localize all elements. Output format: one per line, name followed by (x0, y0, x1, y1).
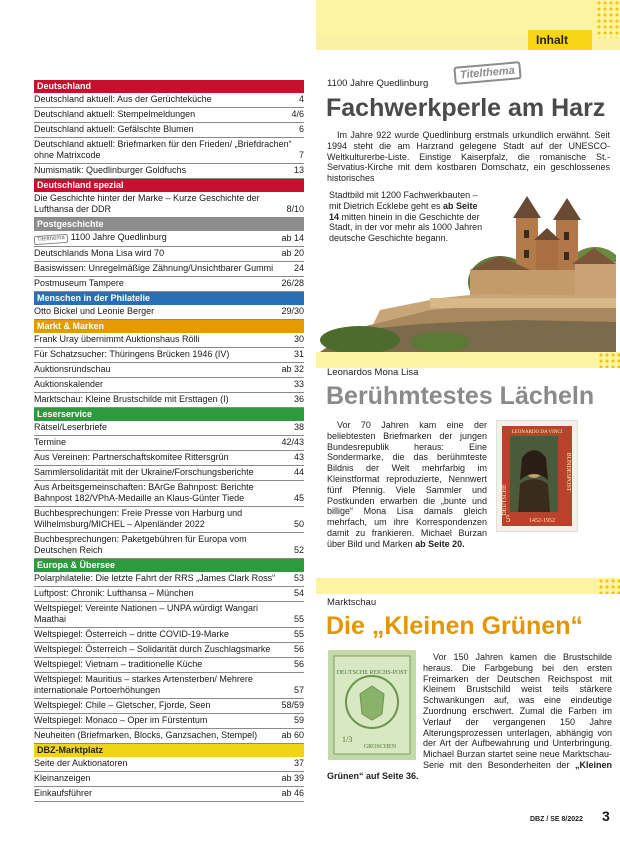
toc-row-title: Polarphilatelie: Die letzte Fahrt der RRS „James Clark Ross“ (34, 573, 276, 583)
toc-row[interactable] (34, 602, 304, 628)
toc-row[interactable] (34, 138, 304, 164)
toc-row-page: 26/28 (281, 278, 304, 288)
toc-row-title: Für Schatzsucher: Thüringens Brücken 1946 (IV) (34, 349, 230, 359)
toc-row-title-wrap (34, 379, 109, 390)
divider-bar (316, 352, 620, 368)
toc-row-title-wrap (34, 437, 72, 448)
toc-row-page: ab 32 (281, 364, 304, 374)
toc-row[interactable] (34, 772, 304, 787)
toc-row-title: Sammlersolidarität mit der Ukraine/Forschungsberichte (34, 467, 254, 477)
page-number: 3 (602, 808, 610, 824)
article2-headline: Berühmtestes Lächeln (326, 382, 595, 410)
toc-row-page: 31 (293, 349, 304, 359)
toc-row-title: Weltspiegel: Mauritius – starkes Artensterben/ Mehrere internationale Portoerhöhungen (34, 674, 253, 695)
toc-row-title-wrap (34, 773, 97, 784)
toc-row-title: Weltspiegel: Monaco – Oper im Fürstentum (34, 715, 208, 725)
toc-row-title-wrap (34, 508, 294, 530)
toc-row-title: Buchbesprechungen: Paketgebühren für Europa vom Deutschen Reich (34, 534, 247, 555)
toc-row-page: 45 (293, 493, 304, 503)
toc-row-page: 54 (293, 588, 304, 598)
toc-row-title-wrap (34, 165, 192, 176)
toc-row[interactable] (34, 533, 304, 559)
article1-body-overlay (329, 190, 489, 244)
toc-row-title: Marktschau: Kleine Brustschilde mit Ersttagen (I) (34, 394, 229, 404)
toc-row[interactable] (34, 247, 304, 262)
toc-row-page: 53 (293, 573, 304, 583)
toc-row[interactable] (34, 787, 304, 802)
toc-row[interactable] (34, 277, 304, 292)
toc-row[interactable] (34, 363, 304, 378)
toc-row[interactable] (34, 572, 304, 587)
toc-row-title: Numismatik: Quedlinburger Goldfuchs (34, 165, 187, 175)
toc-row-page: 52 (293, 545, 304, 555)
toc-row-title-wrap (34, 124, 200, 135)
titelthema-badge-small: Titelthema (34, 234, 68, 245)
titelthema-badge: Titelthema (453, 61, 521, 85)
toc-row[interactable] (34, 436, 304, 451)
toc-row[interactable] (34, 757, 304, 772)
toc-section-heading: Postgeschichte (34, 218, 304, 231)
article2-body-text: Vor 70 Jahren kam eine der beliebtesten Briefmarken der jungen Bundesrepublik heraus: Eine Sondermarke, die das berühmteste Bildnis der Welt mehrfarbig im Kleinstformat reproduzierte, Nennwert fünf Pfennig. Viele Sammler und Postkunden erwarben die „bunte und billige“ Mona Lisa damals gleich mehrfach, um ihre Korrespondenzen damit zu frankieren. Michael Burzan über Bild und Marken (327, 420, 487, 549)
toc-row-title-wrap (34, 588, 200, 599)
toc-row-title: Luftpost: Chronik: Lufthansa – München (34, 588, 194, 598)
article2-body (327, 420, 487, 550)
toc-row-title-wrap (34, 467, 260, 478)
mona-lisa-stamp (496, 420, 578, 532)
toc-row[interactable] (34, 421, 304, 436)
toc-row-page: 38 (293, 422, 304, 432)
toc-row-page: 57 (293, 685, 304, 695)
article3-kicker: Marktschau (327, 597, 377, 608)
table-of-contents (34, 80, 304, 802)
toc-row-page: 6 (298, 124, 304, 134)
toc-row-page: 56 (293, 644, 304, 654)
toc-row[interactable] (34, 643, 304, 658)
toc-row[interactable] (34, 164, 304, 179)
toc-row[interactable] (34, 507, 304, 533)
stamp-right-text: BUNDESPOST (565, 452, 571, 492)
toc-row-title-wrap (34, 232, 173, 244)
toc-row-title-wrap (34, 452, 235, 463)
toc-row-title: Postmuseum Tampere (34, 278, 124, 288)
toc-row-title: Aus Vereinen: Partnerschaftskomitee Rittersgrün (34, 452, 229, 462)
toc-row-title: Deutschland aktuell: Gefälschte Blumen (34, 124, 194, 134)
toc-row[interactable] (34, 587, 304, 602)
toc-section-heading: Leserservice (34, 408, 304, 421)
toc-row-title-wrap (34, 700, 216, 711)
toc-row-title: Die Geschichte hinter der Marke – Kurze Geschichte der Lufthansa der DDR (34, 193, 260, 214)
toc-row-title-wrap (34, 629, 235, 640)
toc-row-title: Basiswissen: Unregelmäßige Zähnung/Unsichtbarer Gummi (34, 263, 274, 273)
toc-row-page: 4 (298, 94, 304, 104)
toc-row-page: 56 (293, 659, 304, 669)
article2-kicker: Leonardos Mona Lisa (327, 367, 419, 378)
toc-row-title-wrap (34, 94, 218, 105)
article3-body (327, 652, 612, 782)
toc-row-title-wrap (34, 306, 160, 317)
toc-row[interactable] (34, 348, 304, 363)
toc-row[interactable] (34, 93, 304, 108)
toc-row-title: Aus Arbeitsgemeinschaften: BArGe Bahnpost: Berichte Bahnpost 182/VPhA-Medaille an Klaus-Günter Tiede (34, 482, 254, 503)
toc-row-title-wrap (34, 715, 213, 726)
toc-row[interactable] (34, 628, 304, 643)
toc-row-title: Deutschlands Mona Lisa wird 70 (34, 248, 165, 258)
toc-row-title: Weltspiegel: Vietnam – traditionelle Küche (34, 659, 203, 669)
toc-row-title-wrap (34, 139, 299, 161)
article1-headline: Fachwerkperle am Harz (326, 94, 606, 122)
toc-row[interactable] (34, 333, 304, 348)
article1-kicker: 1100 Jahre Quedlinburg (327, 78, 429, 89)
toc-row-title: Otto Bickel und Leonie Berger (34, 306, 155, 316)
toc-row-title-wrap (34, 364, 117, 375)
toc-row[interactable] (34, 108, 304, 123)
toc-row-title-wrap (34, 248, 170, 259)
toc-row-title-wrap (34, 263, 279, 274)
article1-body-part: Stadtbild mit 1200 Fachwerkbauten – mit Dietrich Ecklebe geht es (329, 190, 478, 211)
toc-section-heading: DBZ-Marktplatz (34, 744, 304, 757)
article2-page-ref: ab Seite 20. (415, 538, 465, 549)
toc-row[interactable] (34, 393, 304, 408)
stamp-float-space (327, 652, 423, 762)
toc-row-title: Kleinanzeigen (34, 773, 91, 783)
toc-row[interactable] (34, 378, 304, 393)
article3-body-text: Vor 150 Jahren kamen die Brustschilde heraus. Die Farbgebung bei den ersten Freimarken der Deutschen Reichspost mit Kleinem Brustschild weist teils stärkere Schwankungen auf, was eine eindeutige Zuordnung erschwert. Zumal die Farben im Verlauf der vergangenen 150 Jahre Alterungsprozessen unterlagen, abhängig von der Art der Aufbewahrung und Unterbringung. Michael Burzan startet seine neue Marktschau-Serie mit den Besonderheiten der (423, 652, 612, 770)
toc-row-page: 36 (293, 394, 304, 404)
toc-row-title-wrap (34, 193, 286, 215)
toc-section-heading: Europa & Übersee (34, 559, 304, 572)
green-stamp-value: 1/3 (342, 735, 353, 744)
toc-row-title: Frank Uray übernimmt Auktionshaus Rölli (34, 334, 200, 344)
toc-row-title: Deutschland aktuell: Briefmarken für den Frieden/ „Briefdrachen“ ohne Matrixcode (34, 139, 292, 160)
toc-row-page: 24 (293, 263, 304, 273)
toc-row-title: Deutschland aktuell: Stempelmeldungen (34, 109, 196, 119)
toc-row[interactable] (34, 481, 304, 507)
issue-label: DBZ / SE 8/2022 (530, 816, 583, 823)
toc-row[interactable] (34, 466, 304, 481)
toc-row-page: 42/43 (281, 437, 304, 447)
toc-row-page: 59 (293, 715, 304, 725)
toc-row[interactable] (34, 305, 304, 320)
toc-row-title-wrap (34, 730, 263, 741)
toc-row-title: Neuheiten (Briefmarken, Blocks, Ganzsachen, Stempel) (34, 730, 258, 740)
toc-row-page: 7 (298, 150, 304, 160)
toc-section-heading: Deutschland spezial (34, 179, 304, 192)
toc-row-page: ab 20 (281, 248, 304, 258)
green-stamp-bottom: GROSCHEN (363, 744, 397, 750)
toc-row-title: Auktionsrundschau (34, 364, 111, 374)
toc-row-title-wrap (34, 573, 281, 584)
toc-row-title: Deutschland aktuell: Aus der Gerüchteküche (34, 94, 212, 104)
toc-row-page: ab 39 (281, 773, 304, 783)
toc-row-title-wrap (34, 109, 201, 120)
toc-row-page: ab 46 (281, 788, 304, 798)
toc-row-title: 1100 Jahre Quedlinburg (70, 232, 167, 242)
toc-row[interactable] (34, 123, 304, 138)
article3-headline: Die „Kleinen Grünen“ (326, 612, 583, 640)
toc-row-title: Weltspiegel: Vereinte Nationen – UNPA würdigt Wangari Maathai (34, 603, 258, 624)
stamp-top-text: LEONARDO DA VINCI (511, 430, 563, 435)
article1-body-part: mitten hinein in die Geschichte der Stadt, in der vor mehr als 1000 Jahren deutsche Geschichte begann. (329, 211, 483, 244)
toc-row-page: 13 (293, 165, 304, 175)
toc-row-title-wrap (34, 349, 235, 360)
toc-row-title-wrap (34, 758, 134, 769)
section-tab: Inhalt (528, 30, 592, 50)
toc-row-title-wrap (34, 534, 294, 556)
toc-row[interactable] (34, 231, 304, 247)
divider-bar (316, 578, 620, 594)
toc-row-page: 30 (293, 334, 304, 344)
toc-row-page: 33 (293, 379, 304, 389)
toc-row-title: Auktionskalender (34, 379, 104, 389)
toc-row-page: 29/30 (281, 306, 304, 316)
toc-row-title-wrap (34, 659, 208, 670)
toc-row-title-wrap (34, 644, 276, 655)
toc-row-title-wrap (34, 603, 294, 625)
stamp-value: 5 (505, 514, 511, 524)
toc-row-title: Weltspiegel: Österreich – Solidarität durch Zuschlagsmarke (34, 644, 271, 654)
toc-row-title: Termine (34, 437, 67, 447)
toc-row-title: Rätsel/Leserbriefe (34, 422, 108, 432)
stamp-years: 1452-1952 (529, 518, 555, 524)
toc-row-title: Weltspiegel: Chile – Gletscher, Fjorde, Seen (34, 700, 211, 710)
toc-row[interactable] (34, 192, 304, 218)
toc-row-page: 55 (293, 629, 304, 639)
toc-row[interactable] (34, 658, 304, 673)
toc-row-title-wrap (34, 482, 294, 504)
toc-row-title: Einkaufsführer (34, 788, 93, 798)
stamp-left-text: DEUTSCHE (502, 484, 508, 516)
toc-row[interactable] (34, 729, 304, 744)
toc-row[interactable] (34, 262, 304, 277)
toc-section-heading: Menschen in der Philatelie (34, 292, 304, 305)
toc-row-page: 44 (293, 467, 304, 477)
toc-row-page: 8/10 (286, 204, 304, 214)
toc-row-page: 43 (293, 452, 304, 462)
toc-row-title: Weltspiegel: Österreich – dritte COVID-19-Marke (34, 629, 229, 639)
toc-row-page: ab 14 (281, 233, 304, 243)
toc-row[interactable] (34, 451, 304, 466)
green-stamp-top: DEUTSCHE REICHS-POST (336, 670, 408, 676)
article1-body: Im Jahre 922 wurde Quedlinburg erstmals urkundlich erwähnt. Seit 1994 steht die am Harzrand gelegene Stadt auf der UNESCO-Weltkulturerbe-Liste. Einstige Kaiserpfalz, die romanische St.-Servatius-Kirche mit dem kostbaren Domschatz, ein geschlossenes historisches (327, 130, 610, 184)
toc-row-page: ab 60 (281, 730, 304, 740)
toc-row-title-wrap (34, 788, 98, 799)
toc-row-title-wrap (34, 394, 235, 405)
toc-row-title: Buchbesprechungen: Freie Presse von Harburg und Wilhelmsburg/MICHEL – Alpenländer 2022 (34, 508, 243, 529)
toc-row-title-wrap (34, 674, 294, 696)
toc-section-heading: Markt & Marken (34, 320, 304, 333)
toc-row-page: 58/59 (281, 700, 304, 710)
toc-row[interactable] (34, 714, 304, 729)
toc-section-heading: Deutschland (34, 80, 304, 93)
toc-row-title-wrap (34, 278, 130, 289)
toc-row-page: 37 (293, 758, 304, 768)
toc-row[interactable] (34, 673, 304, 699)
header-dot-pattern (596, 0, 620, 38)
toc-row-title: Seite der Auktionatoren (34, 758, 128, 768)
toc-row-title-wrap (34, 334, 206, 345)
toc-row-title-wrap (34, 422, 113, 433)
toc-row-page: 55 (293, 614, 304, 624)
toc-row-page: 50 (293, 519, 304, 529)
article1-page-ref: ab Seite 14 (329, 200, 478, 222)
article3-page-ref: „Kleinen Grünen“ auf Seite 36. (327, 759, 612, 781)
toc-row-page: 4/6 (291, 109, 304, 119)
toc-row[interactable] (34, 699, 304, 714)
